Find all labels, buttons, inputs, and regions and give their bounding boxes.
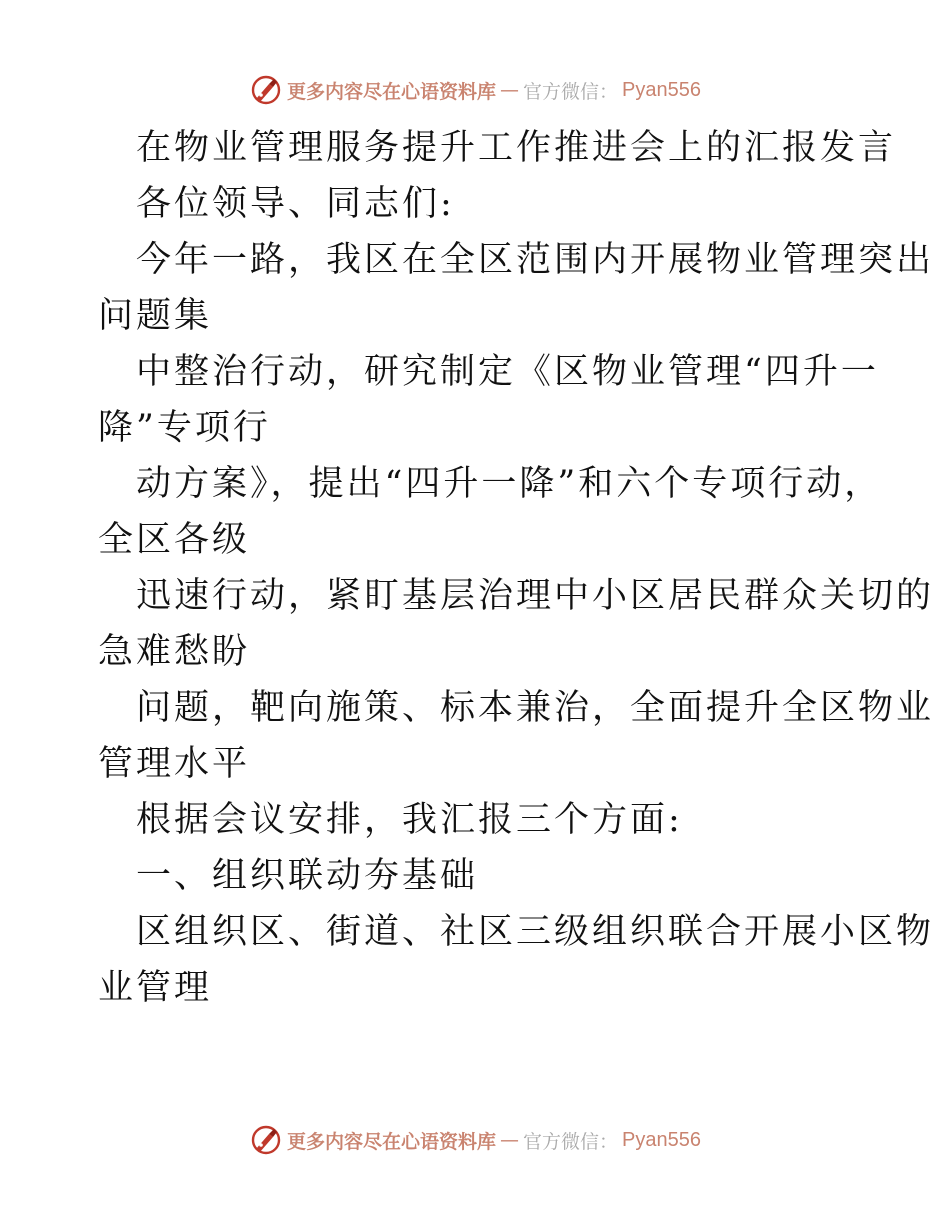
watermark-dash: — [500, 1129, 520, 1151]
body-line: 中整治行动，研究制定《区物业管理“四升一 [136, 352, 879, 392]
watermark-wechat-id: Pyan556 [622, 78, 701, 101]
header-watermark [0, 70, 950, 110]
watermark-content [249, 1123, 701, 1157]
watermark-site-text: 更多内容尽在心语资料库 [287, 80, 497, 103]
pen-logo-icon [249, 73, 283, 107]
watermark-wechat-label: 官方微信： [523, 1130, 619, 1153]
body-line: 区组织区、街道、社区三级组织联合开展小区物 [136, 912, 935, 952]
salutation: 各位领导、同志们: [136, 184, 455, 224]
body-line: 业管理 [98, 968, 213, 1008]
watermark-content [249, 73, 701, 107]
body-line: 今年一路，我区在全区范围内开展物业管理突出 [136, 240, 935, 280]
body-line: 问题，靶向施策、标本兼治，全面提升全区物业 [136, 688, 935, 728]
document-title: 在物业管理服务提升工作推进会上的汇报发言 [136, 128, 897, 168]
watermark-wechat-label: 官方微信： [523, 80, 619, 103]
body-line: 动方案》，提出“四升一降”和六个专项行动， [136, 464, 883, 504]
body-line: 迅速行动，紧盯基层治理中小区居民群众关切的 [136, 576, 935, 616]
watermark-wechat-id: Pyan556 [622, 1128, 701, 1151]
body-line: 急难愁盼 [98, 632, 251, 672]
watermark-site-text: 更多内容尽在心语资料库 [287, 1130, 497, 1153]
body-line: 根据会议安排，我汇报三个方面: [136, 800, 683, 840]
body-line: 降”专项行 [98, 408, 271, 448]
pen-logo-icon [249, 1123, 283, 1157]
footer-watermark [0, 1120, 950, 1160]
body-line: 问题集 [98, 296, 213, 336]
watermark-dash: — [500, 79, 520, 101]
body-line: 全区各级 [98, 520, 251, 560]
body-line: 管理水平 [98, 744, 251, 784]
document-body [98, 120, 935, 1016]
section-heading: 一、组织联动夯基础 [136, 856, 479, 896]
